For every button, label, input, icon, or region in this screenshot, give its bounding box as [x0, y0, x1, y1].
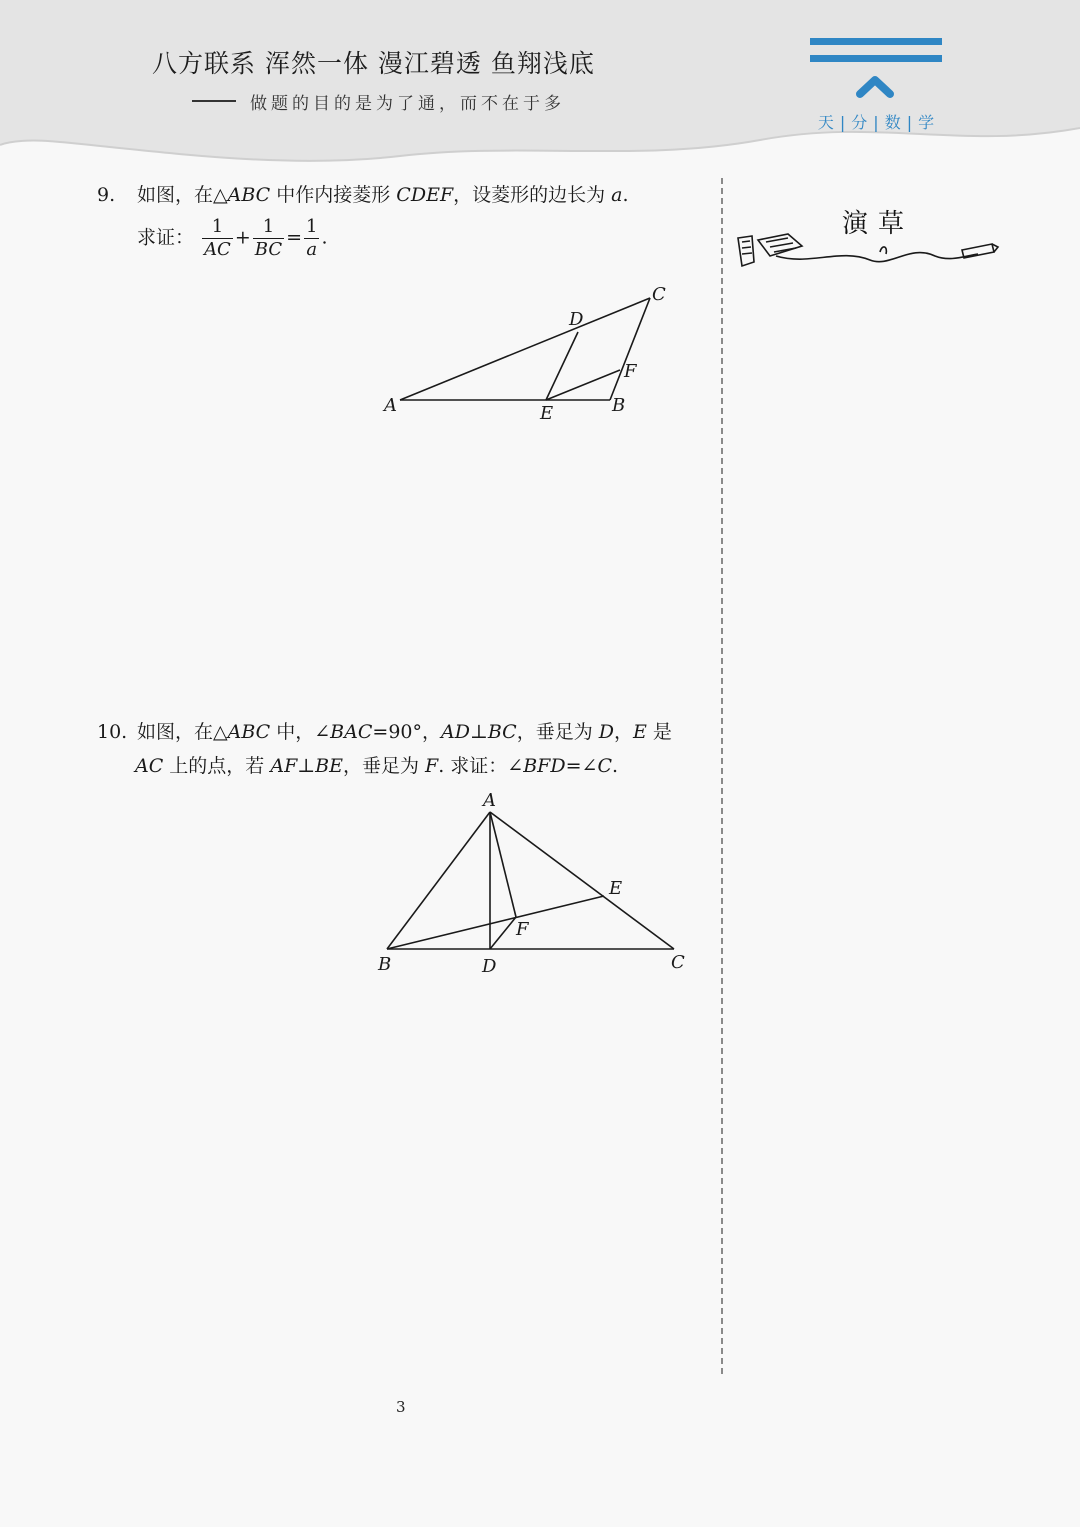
logo-char: 分	[851, 113, 868, 132]
problem-number: 9.	[97, 184, 116, 206]
text: =∠	[565, 755, 598, 777]
logo-text: 天 | 分 | 数 | 学	[817, 113, 935, 132]
denominator: a	[306, 239, 318, 260]
numerator: 1	[202, 216, 233, 239]
text: .	[321, 226, 328, 249]
text: ，设菱形的边长为	[453, 184, 612, 206]
logo-char: 学	[918, 113, 935, 132]
label-B: B	[378, 954, 392, 975]
text: 中作内接菱形	[270, 184, 397, 206]
text: 上的点，若	[163, 755, 271, 777]
logo-char: 天	[817, 113, 834, 132]
sub-motto-dash	[192, 100, 236, 102]
label-E: E	[609, 878, 623, 899]
label-D: D	[569, 309, 584, 330]
label-C: C	[671, 952, 685, 973]
fraction	[202, 216, 233, 261]
segment-AC	[400, 298, 650, 400]
draft-decoration-icon	[730, 226, 1000, 272]
problem-statement	[137, 178, 629, 212]
text: AC	[135, 755, 164, 777]
label-C: C	[652, 284, 666, 305]
segment-EF	[546, 370, 620, 400]
label-E: E	[540, 403, 554, 424]
numerator: 1	[253, 216, 284, 239]
text: D	[598, 721, 614, 743]
label-A: A	[384, 395, 397, 416]
denominator: AC	[204, 239, 231, 260]
text: 是	[646, 721, 672, 743]
logo-char: 数	[884, 113, 901, 132]
header-sub-motto: 做题的目的是为了通，而不在于多	[250, 94, 565, 114]
problem-proof-statement	[137, 216, 328, 261]
header-motto: 八方联系 浑然一体 漫江碧透 鱼翔浅底	[152, 49, 595, 78]
problem-number: 10.	[97, 721, 128, 743]
segment-AB	[387, 812, 490, 949]
text: .	[622, 184, 629, 206]
label-D: D	[482, 956, 497, 977]
label-F: F	[624, 361, 637, 382]
text: 求证：	[137, 226, 195, 249]
segment-CB	[610, 298, 650, 400]
text: +	[234, 226, 251, 249]
fraction	[253, 216, 284, 261]
problem-statement	[137, 715, 672, 749]
label-F: F	[516, 919, 529, 940]
text: 如图，在△	[137, 721, 228, 743]
draft-title: 演草	[842, 209, 915, 239]
text: AF	[270, 755, 298, 777]
text: ABC	[227, 184, 271, 206]
text: AD	[441, 721, 470, 743]
label-B: B	[612, 395, 626, 416]
denominator: BC	[254, 239, 283, 260]
figure-rhombus-triangle	[380, 280, 680, 430]
text: ABC	[227, 721, 271, 743]
text: =90°，	[372, 721, 442, 743]
text: BC	[487, 721, 517, 743]
segment-DF	[490, 917, 516, 949]
text: a	[611, 184, 623, 206]
text: ，垂足为	[516, 721, 599, 743]
text: E	[633, 721, 647, 743]
figure-right-triangle	[370, 790, 700, 980]
text: ⊥	[469, 721, 488, 743]
text: F	[425, 755, 439, 777]
column-divider	[721, 178, 723, 1374]
numerator: 1	[306, 216, 318, 237]
text: ⊥	[297, 755, 316, 777]
page-number: 3	[396, 1398, 406, 1416]
text: .	[612, 755, 619, 777]
text: ，垂足为	[342, 755, 426, 777]
text: ，	[614, 721, 634, 743]
text: 如图，在△	[137, 184, 228, 206]
text: BE	[315, 755, 343, 777]
text: . 求证：∠	[438, 755, 524, 777]
text: 中，∠	[270, 721, 331, 743]
text: =	[286, 226, 303, 249]
text: CDEF	[396, 184, 454, 206]
problem-statement-continued	[135, 749, 618, 783]
text: C	[597, 755, 612, 777]
fraction	[304, 216, 319, 261]
text: BFD	[523, 755, 566, 777]
text: BAC	[330, 721, 373, 743]
label-A: A	[483, 790, 496, 811]
